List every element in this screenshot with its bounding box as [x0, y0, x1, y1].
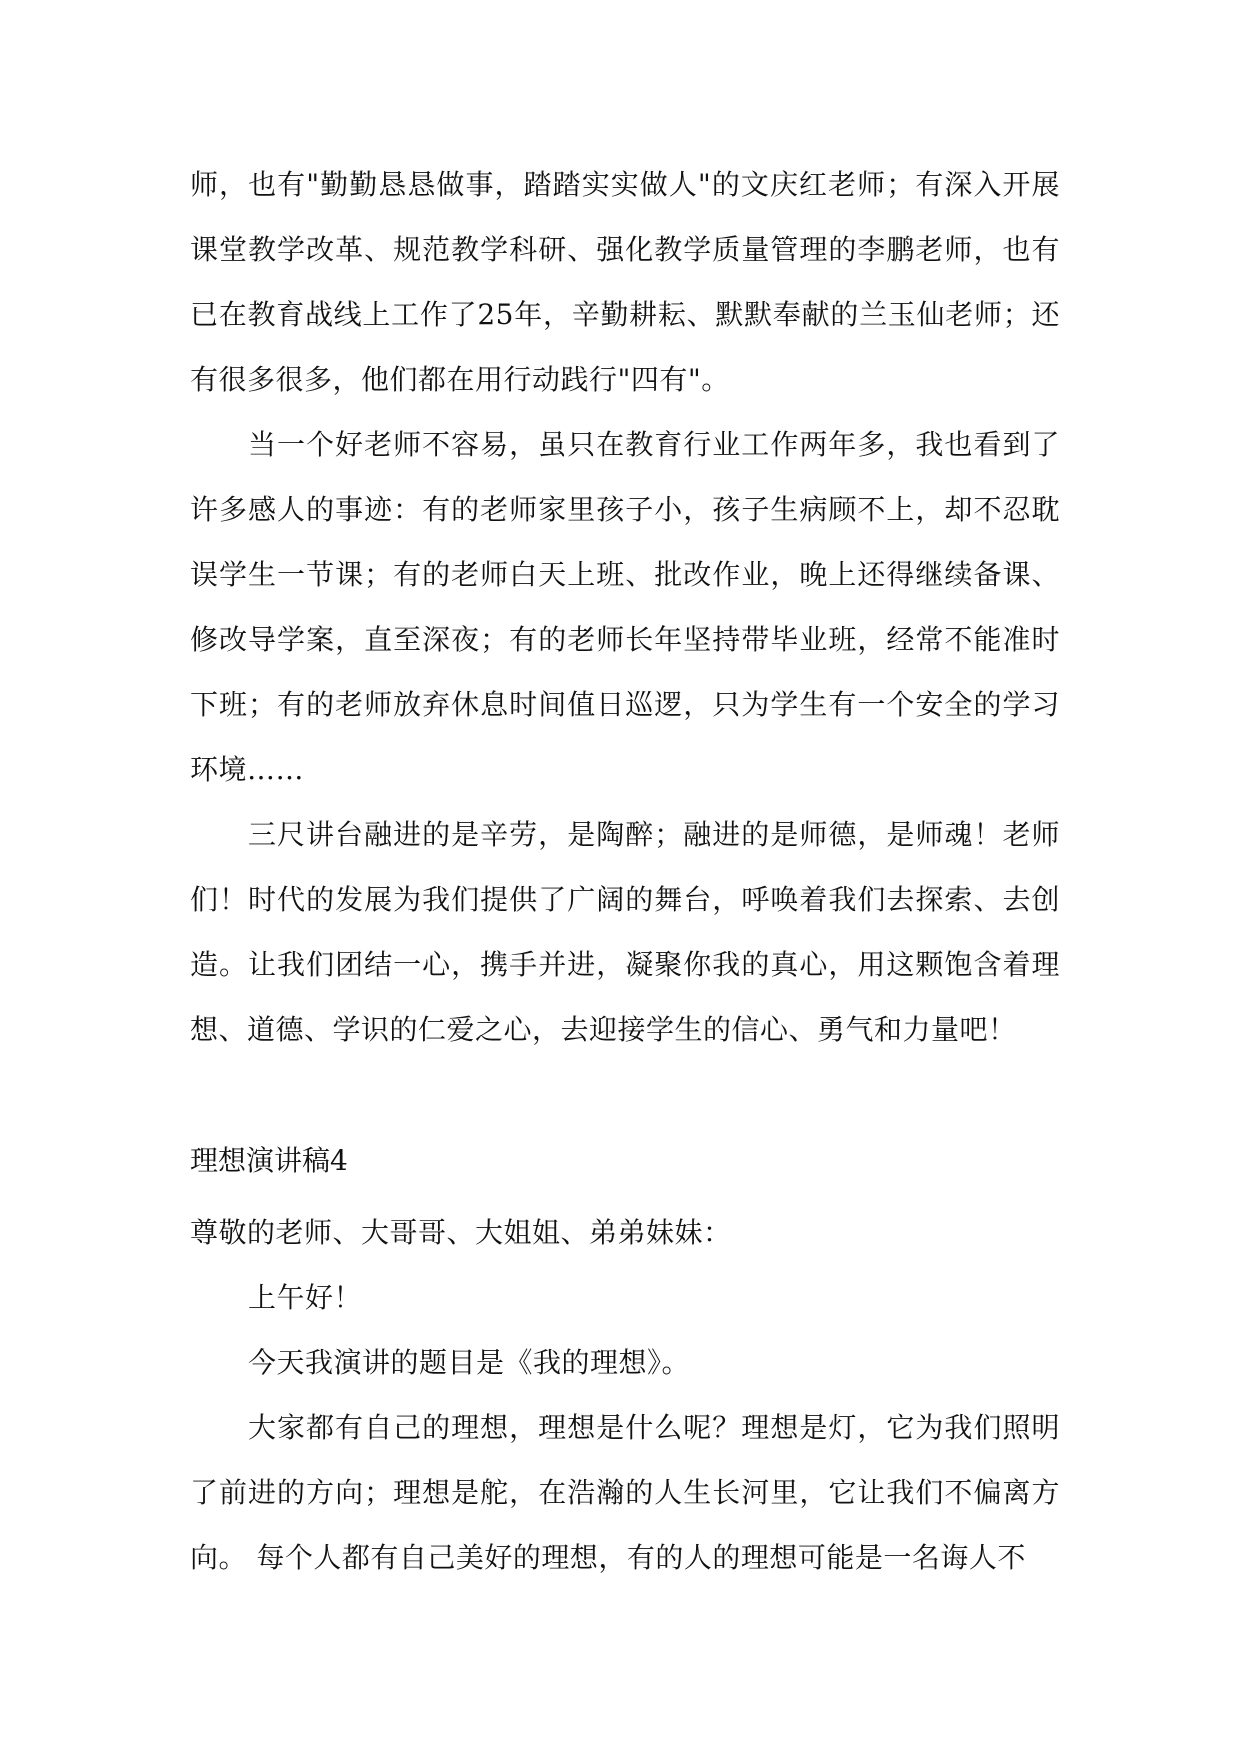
paragraph-ideal: 大家都有自己的理想，理想是什么呢？理想是灯，它为我们照明了前进的方向；理想是舵，在浩瀚的人生长河里，它让我们不偏离方向。 每个人都有自己美好的理想，有的人的理想可能是一名诲人不 [190, 1411, 1060, 1574]
salutation: 尊敬的老师、大哥哥、大姐姐、弟弟妹妹： [190, 1216, 732, 1249]
greeting: 上午好！ [248, 1281, 363, 1314]
speech-topic: 今天我演讲的题目是《我的理想》。 [248, 1346, 691, 1379]
paragraph-teachers-examples: 师，也有"勤勤恳恳做事，踏踏实实做人"的文庆红老师；有深入开展课堂教学改革、规范教学科研、强化教学质量管理的李鹏老师，也有已在教育战线上工作了25年，辛勤耕耘、默默奉献的兰玉仙老师；还有很多很多，他们都在用行动践行"四有"。 [190, 168, 1060, 396]
paragraph-good-teacher: 当一个好老师不容易，虽只在教育行业工作两年多，我也看到了许多感人的事迹：有的老师家里孩子小，孩子生病顾不上，却不忍耽误学生一节课；有的老师白天上班、批改作业，晚上还得继续备课、修改导学案，直至深夜；有的老师长年坚持带毕业班，经常不能准时下班；有的老师放弃休息时间值日巡逻，只为学生有一个安全的学习环境…… [190, 428, 1060, 786]
section-title: 理想演讲稿4 [190, 1144, 348, 1177]
paragraph-podium: 三尺讲台融进的是辛劳，是陶醉；融进的是师德，是师魂！老师们！时代的发展为我们提供了广阔的舞台，呼唤着我们去探索、去创造。让我们团结一心，携手并进，凝聚你我的真心，用这颗饱含着理想、道德、学识的仁爱之心，去迎接学生的信心、勇气和力量吧！ [190, 818, 1060, 1046]
